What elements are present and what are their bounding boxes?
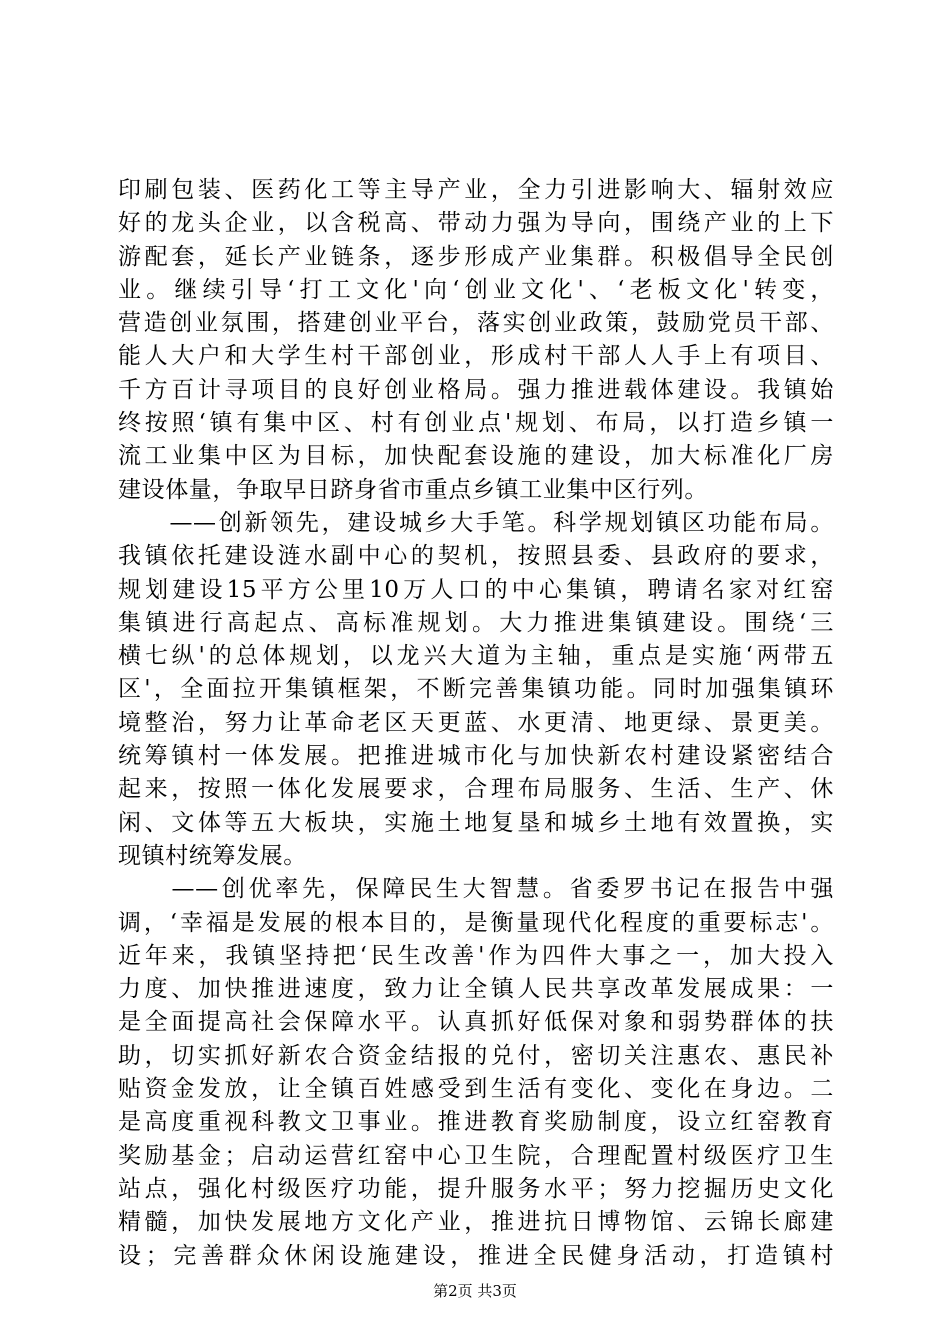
text-line: 是高度重视科教文卫事业。推进教育奖励制度，设立红窑教育 xyxy=(118,1109,834,1136)
text-line: 闲、文体等五大板块，实施土地复垦和城乡土地有效置换，实 xyxy=(118,809,834,836)
text-line: 贴资金发放，让全镇百姓感受到生活有变化、变化在身边。二 xyxy=(118,1076,834,1103)
text-line: 精髓，加快发展地方文化产业，推进抗日博物馆、云锦长廊建 xyxy=(118,1209,834,1236)
text-line: 规划建设15平方公里10万人口的中心集镇，聘请名家对红窑 xyxy=(118,576,834,603)
text-line: 千方百计寻项目的良好创业格局。强力推进载体建设。我镇始 xyxy=(118,376,834,403)
text-line: 业。继续引导‘打工文化'向‘创业文化'、‘老板文化'转变， xyxy=(118,276,834,303)
text-line: 调，‘幸福是发展的根本目的，是衡量现代化程度的重要标志'。 xyxy=(118,909,834,936)
text-line: 终按照‘镇有集中区、村有创业点'规划、布局，以打造乡镇一 xyxy=(118,410,834,437)
text-line: 助，切实抓好新农合资金结报的兑付，密切关注惠农、惠民补 xyxy=(118,1042,834,1069)
text-line: 近年来，我镇坚持把‘民生改善'作为四件大事之一，加大投入 xyxy=(118,942,834,969)
text-line: 奖励基金；启动运营红窑中心卫生院，合理配置村级医疗卫生 xyxy=(118,1142,834,1169)
text-line: 横七纵'的总体规划，以龙兴大道为主轴，重点是实施‘两带五 xyxy=(118,643,834,670)
text-line: 境整治，努力让革命老区天更蓝、水更清、地更绿、景更美。 xyxy=(118,709,834,736)
text-line: 统筹镇村一体发展。把推进城市化与加快新农村建设紧密结合 xyxy=(118,743,834,770)
text-line: 能人大户和大学生村干部创业，形成村干部人人手上有项目、 xyxy=(118,343,834,370)
page-footer: 第2页 共3页 xyxy=(433,1282,517,1300)
text-line: 印刷包装、医药化工等主导产业，全力引进影响大、辐射效应 xyxy=(118,177,834,203)
text-line: 集镇进行高起点、高标准规划。大力推进集镇建设。围绕‘三 xyxy=(118,609,834,636)
text-line: 力度、加快推进速度，致力让全镇人民共享改革发展成果：一 xyxy=(118,976,834,1003)
text-line: 我镇依托建设涟水副中心的契机，按照县委、县政府的要求， xyxy=(118,543,834,570)
text-line: 营造创业氛围，搭建创业平台，落实创业政策，鼓励党员干部、 xyxy=(118,310,834,337)
text-line: 现镇村统筹发展。 xyxy=(118,842,307,869)
document-body xyxy=(118,174,834,1273)
text-line: 游配套，延长产业链条，逐步形成产业集群。积极倡导全民创 xyxy=(118,243,834,270)
text-line: 是全面提高社会保障水平。认真抓好低保对象和弱势群体的扶 xyxy=(118,1009,834,1036)
text-line: 区'，全面拉开集镇框架，不断完善集镇功能。同时加强集镇环 xyxy=(118,676,834,703)
text-line: ——创优率先，保障民生大智慧。省委罗书记在报告中强 xyxy=(118,876,834,903)
text-line: 建设体量，争取早日跻身省市重点乡镇工业集中区行列。 xyxy=(118,476,708,503)
text-line: 流工业集中区为目标，加快配套设施的建设，加大标准化厂房 xyxy=(118,443,834,470)
text-line: 站点，强化村级医疗功能，提升服务水平；努力挖掘历史文化 xyxy=(118,1175,834,1202)
text-line: ——创新领先，建设城乡大手笔。科学规划镇区功能布局。 xyxy=(118,509,834,536)
text-line: 设；完善群众休闲设施建设，推进全民健身活动，打造镇村 xyxy=(118,1242,834,1269)
text-line: 好的龙头企业，以含税高、带动力强为导向，围绕产业的上下 xyxy=(118,210,834,237)
text-line: 起来，按照一体化发展要求，合理布局服务、生活、生产、休 xyxy=(118,776,834,803)
